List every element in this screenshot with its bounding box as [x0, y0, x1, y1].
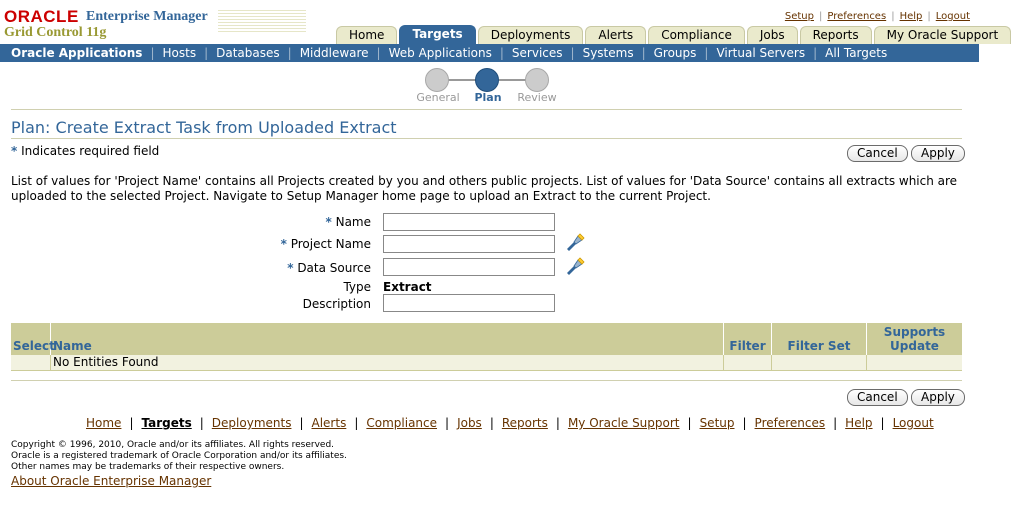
entities-table: [11, 323, 962, 371]
name-input[interactable]: [383, 213, 555, 231]
train-stop-general[interactable]: [425, 68, 449, 92]
train-label-plan: Plan: [474, 91, 502, 104]
tab-reports[interactable]: Reports: [800, 26, 872, 44]
data-source-label: * Data Source: [287, 261, 371, 275]
separator: |: [818, 11, 823, 22]
tab-targets[interactable]: Targets: [399, 25, 475, 44]
train-label-review: Review: [517, 91, 557, 104]
footer-link-preferences[interactable]: Preferences: [754, 416, 826, 430]
footer-link-setup[interactable]: Setup: [699, 416, 735, 430]
apply-button-bottom[interactable]: Apply: [911, 389, 965, 406]
train-stop-plan: [475, 68, 499, 92]
footer-link-deployments[interactable]: Deployments: [211, 416, 292, 430]
tab-jobs[interactable]: Jobs: [747, 26, 798, 44]
tab-compliance[interactable]: Compliance: [648, 26, 745, 44]
table-cell: [772, 355, 867, 370]
separator: |: [704, 46, 709, 60]
column-header-supports-update: Supports Update: [883, 325, 946, 353]
table-header: [11, 323, 962, 355]
copyright-line: Oracle is a registered trademark of Oracle Corporation and/or its affiliates.: [11, 451, 347, 461]
column-header-select: Select: [11, 323, 51, 355]
description-input[interactable]: [383, 294, 555, 312]
global-link-logout[interactable]: Logout: [935, 11, 970, 22]
global-links: [785, 11, 970, 22]
footer-link-compliance[interactable]: Compliance: [366, 416, 438, 430]
tab-my-oracle-support[interactable]: My Oracle Support: [874, 26, 1012, 44]
required-note-text: Indicates required field: [21, 144, 160, 158]
column-header-filter-set: Filter Set: [772, 323, 867, 355]
footer-link-jobs[interactable]: Jobs: [457, 416, 482, 430]
required-icon: *: [280, 237, 287, 251]
subnav-systems[interactable]: Systems: [582, 46, 634, 60]
logo-stripes-decoration: [218, 10, 306, 34]
divider: [11, 109, 962, 110]
tab-alerts[interactable]: Alerts: [585, 26, 646, 44]
subnav-services[interactable]: Services: [511, 46, 563, 60]
footer-link-my-oracle-support[interactable]: My Oracle Support: [567, 416, 680, 430]
global-link-preferences[interactable]: Preferences: [827, 11, 887, 22]
table-row: [11, 355, 962, 371]
table-cell: [11, 355, 51, 370]
search-flashlight-icon[interactable]: [565, 233, 585, 251]
separator: |: [150, 46, 155, 60]
subnav-databases[interactable]: Databases: [216, 46, 280, 60]
subnav-all-targets[interactable]: All Targets: [825, 46, 888, 60]
subnav-groups[interactable]: Groups: [653, 46, 697, 60]
required-field-note: [11, 144, 159, 158]
project-name-label: * Project Name: [280, 237, 371, 251]
copyright-line: Other names may be trademarks of their respective owners.: [11, 462, 285, 472]
separator: |: [927, 11, 931, 22]
copyright-line: Copyright © 1996, 2010, Oracle and/or its affiliates. All rights reserved.: [11, 440, 335, 450]
footer-link-alerts[interactable]: Alerts: [311, 416, 347, 430]
description-label: Description: [302, 297, 371, 311]
search-flashlight-icon[interactable]: [565, 257, 585, 275]
required-icon: *: [11, 144, 18, 158]
divider: [11, 138, 962, 139]
sub-navigation: [0, 44, 979, 62]
tab-home[interactable]: Home: [336, 26, 397, 44]
required-icon: *: [287, 261, 294, 275]
separator: |: [376, 46, 381, 60]
page-description: List of values for 'Project Name' contains all Projects created by you and others public projects. List of values for 'Data Source' contains all extracts which are uploaded to the selected Project. Navigate to Setup Manager home page to upload an Extract to the current Project.: [11, 174, 958, 203]
column-header-filter: Filter: [724, 323, 772, 355]
separator: |: [570, 46, 575, 60]
footer-link-targets: Targets: [141, 416, 192, 430]
divider: [11, 380, 962, 381]
global-link-help[interactable]: Help: [899, 11, 923, 22]
separator: |: [204, 46, 209, 60]
copyright: [11, 440, 347, 473]
separator: |: [891, 11, 895, 22]
subnav-hosts[interactable]: Hosts: [162, 46, 197, 60]
page-title: Plan: Create Extract Task from Uploaded Extract: [11, 118, 397, 137]
separator: |: [813, 46, 818, 60]
footer-link-logout[interactable]: Logout: [892, 416, 934, 430]
tab-deployments[interactable]: Deployments: [478, 26, 584, 44]
footer-link-help[interactable]: Help: [845, 416, 873, 430]
train-stop-review: [525, 68, 549, 92]
name-label: * Name: [325, 215, 371, 229]
empty-message: No Entities Found: [51, 355, 724, 370]
oracle-logo: ORACLE: [4, 7, 79, 26]
about-link[interactable]: About Oracle Enterprise Manager: [11, 474, 212, 488]
separator: |: [287, 46, 292, 60]
footer-link-reports[interactable]: Reports: [501, 416, 548, 430]
type-label: Type: [343, 280, 371, 294]
subnav-middleware[interactable]: Middleware: [299, 46, 369, 60]
required-icon: *: [325, 215, 332, 229]
product-name: Enterprise Manager: [86, 9, 208, 24]
product-edition: Grid Control 11g: [4, 25, 107, 40]
global-link-setup[interactable]: Setup: [784, 11, 814, 22]
project-name-input[interactable]: [383, 235, 555, 253]
header: [0, 0, 999, 44]
subnav-virtual-servers[interactable]: Virtual Servers: [716, 46, 806, 60]
subnav-oracle-applications[interactable]: Oracle Applications: [11, 46, 143, 60]
table-cell: [724, 355, 772, 370]
type-value: Extract: [383, 280, 432, 294]
main-tabs: [336, 25, 1013, 44]
subnav-web-applications[interactable]: Web Applications: [388, 46, 492, 60]
cancel-button-top[interactable]: Cancel: [847, 145, 908, 162]
footer-links: Home | Targets | Deployments | Alerts | Compliance | Jobs | Reports | My Oracle Support | Setup | Preferences | Help | Logout: [86, 416, 934, 430]
wizard-train: [413, 66, 563, 106]
train-label-general[interactable]: General: [416, 91, 460, 104]
apply-button-top[interactable]: Apply: [911, 145, 965, 162]
separator: |: [641, 46, 646, 60]
footer-link-home[interactable]: Home: [86, 416, 122, 430]
separator: |: [499, 46, 504, 60]
data-source-input[interactable]: [383, 258, 555, 276]
column-header-name[interactable]: Name: [51, 323, 724, 355]
cancel-button-bottom[interactable]: Cancel: [847, 389, 908, 406]
table-cell: [867, 355, 962, 370]
